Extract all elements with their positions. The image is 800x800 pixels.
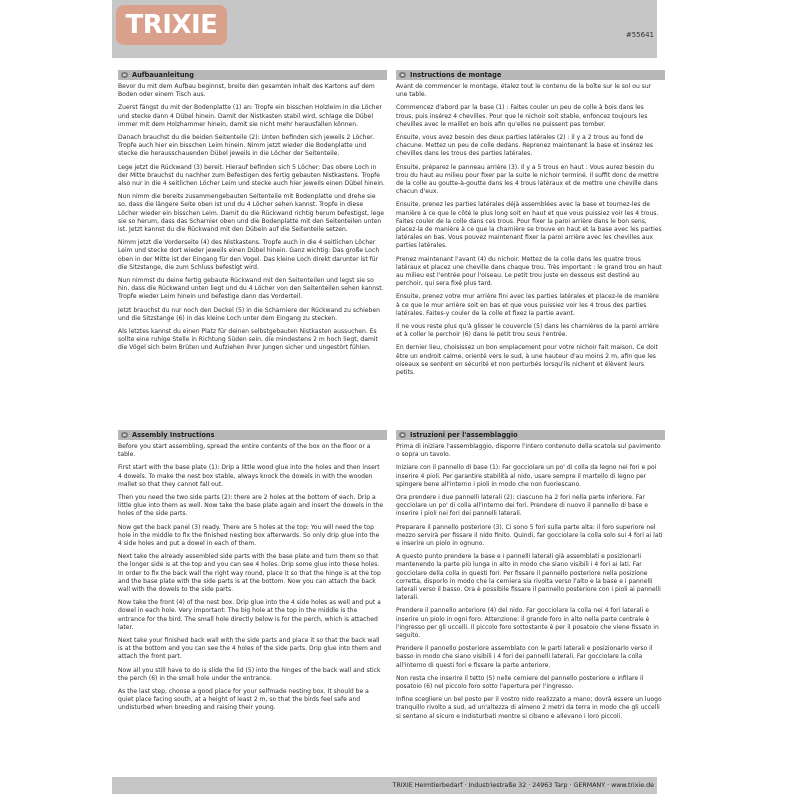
paragraph: Ensuite, préparez le panneau arrière (3). Il y a 5 trous en haut : Vous aurez besoin du trou du haut au milieu pour fixer par la suite le nichoir terminé. Il suffit donc de mettre de la colle au goutte-à-goutte dans les 4 trous latéraux et de mettre une cheville dans chacun d'eux.: [396, 163, 659, 196]
paragraph: Then you need the two side parts (2): there are 2 holes at the bottom of each. Drip a little glue into them as well. Now take the base plate again and insert the dowels in the holes of the side parts.: [118, 494, 384, 518]
paragraph: Now get the back panel (3) ready. There are 5 holes at the top: You will need the top hole in the middle to fix the finished nesting box afterwards. So only drip glue into the 4 side holes and put a dowel in each of them.: [118, 523, 380, 548]
paragraph: Preparare il pannello posteriore (3). Ci sono 5 fori sulla parte alta: il foro superiore nel mezzo servirà per fissare il nido finito. Quindi, far gocciolare la colla solo sui 4 fori ai lati e inserire un piolo in ognuno.: [396, 523, 663, 548]
section-german: [118, 70, 387, 358]
section-body: [396, 80, 665, 377]
paragraph: Avant de commencer le montage, étalez tout le contenu de la boîte sur le sol ou sur une table.: [396, 83, 652, 99]
trixie-logo: [116, 5, 227, 45]
paragraph: Next take the already assembled side parts with the base plate and turn them so that the longer side is at the top and you can see 4 holes. Drip some glue into these holes. In order to fix the back wall the right way round, place it so that the hinge is at the top and the base plate with the side parts is at the bottom. Now you can attach the back wall with the dowels to the side parts.: [118, 553, 381, 594]
paragraph: As the last step, choose a good place for your selfmade nesting box. It should be a quiet place facing south, at a height of least 2 m, so that the birds feel safe and undisturbed when breeding and raising their young.: [118, 688, 369, 712]
paragraph: Jetzt brauchst du nur noch den Deckel (5) in die Scharniere der Rückwand zu schieben und die Sitzstange (6) in das kleine Loch unter dem Eingang zu stecken.: [118, 306, 380, 322]
section-body: [118, 80, 387, 353]
paragraph: Prendere il pannello anteriore (4) del nido. Far gocciolare la colla nei 4 fori laterali e inserire un piolo in ogni foro. Attenzione: il grande foro in alto nella parte centrale è l'ingresso per gli uccelli. Il piccolo foro sottostante è per il posatoio che viene fissato in seguito.: [396, 607, 659, 640]
paragraph: Nun nimmst du deine fertig gebaute Rückwand mit den Seitenteilen und legst sie so hin, dass die Rückwand unten liegt und du 4 Löcher von den Seitenteilen sehen kannst. Tropfe wieder Leim hinein und befestige dann das Vorderteil.: [118, 277, 384, 301]
section-italian: [396, 430, 665, 726]
paragraph: Danach brauchst du die beiden Seitenteile (2): Unten befinden sich jeweils 2 Löcher. Tropfe auch hier ein bisschen Leim hinein. Nimm jetzt wieder die Bodenplatte und stecke die herausschauenden Dübel jeweils in die Löcher der Seitenteile.: [118, 134, 375, 158]
paragraph: Bevor du mit dem Aufbau beginnst, breite den gesamten Inhalt des Kartons auf dem Boden oder einem Tisch aus.: [118, 83, 375, 99]
paragraph: Now take the front (4) of the nest box. Drip glue into the 4 side holes as well and put a dowel in each hole. Very important: The big hole at the top in the middle is the entrance for the bird. The small hole directly below is for the perch, which is attached later.: [118, 599, 381, 631]
paragraph: Nimm jetzt die Vorderseite (4) des Nistkastens. Tropfe auch in die 4 seitlichen Löcher Leim und stecke dort wieder jeweils einen Dübel hinein. Ganz wichtig: Das große Loch oben in der Mitte ist der Eingang für den Vogel. Das kleine Loch direkt darunter ist für die Sitzstange, die zum Schluss befestigt wird.: [118, 239, 380, 271]
paragraph: Nun nimm die bereits zusammengebauten Seitenteile mit Bodenplatte und drehe sie so, dass die längere Seite oben ist und du 4 Löcher sehen kannst. Tropfe in diese Löcher wieder ein bisschen Leim. Damit du die Rückwand richtig herum befestigst, lege sie so herum, dass das Scharnier oben und die Bodenplatte mit den Seitenteilen unten ist. Jetzt kannst du die Rückwand mit den Dübeln auf die Seitenteile setzen.: [118, 193, 384, 234]
section-body: [396, 440, 665, 721]
paragraph: Iniziare con il pannello di base (1): Far gocciolare un po' di colla da legno nei fori e poi inserire 4 pioli. Per garantire stabilità al nido, usare sempre il martello di legno per spingere bene all'interno i pioli in modo che non fuoriescano.: [396, 464, 657, 488]
section-header-german: [118, 70, 387, 80]
section-english: [118, 430, 387, 718]
header-bar: [112, 0, 657, 58]
paragraph: Il ne vous reste plus qu'à glisser le couvercle (5) dans les charnières de la paroi arrière et à coller le perchoir (6) dans le petit trou sous l'entrée.: [396, 323, 659, 339]
section-title: Instructions de montage: [410, 71, 502, 79]
logo-text: TRIXIE: [125, 10, 218, 40]
paragraph: Ensuite, prenez les parties latérales déjà assemblées avec la base et tournez-les de manière à ce que le côté le plus long soit en haut et que vous puissiez voir les 4 trous. Faites couler de la colle dans ces trous. Pour fixer la paroi arrière dans le bon sens, placez-la de manière à ce que la charnière se trouve en haut et la base avec les parties latérales en bas. Vous pouvez maintenant fixer la paroi arrière avec les chevilles aux parties latérales.: [396, 201, 662, 250]
paragraph: A questo punto prendere la base e i pannelli laterali già assemblati e posizionarli mantenendo la parte più lunga in alto in modo che siano visibili i 4 fori ai lati. Far gocciolare della colla in questi fori. Per fissare il pannello posteriore nella posizione corretta, disporlo in modo che la cerniera sia rivolta verso l'alto e la base e i pannelli laterali verso il basso. Ora è possibile fissare il pannello posteriore con i pioli ai pannelli laterali.: [396, 553, 661, 602]
paragraph: Ensuite, prenez votre mur arrière fini avec les parties latérales et placez-le de manière à ce que le mur arrière soit en bas et que vous puissiez voir les 4 trous des parties latérales. Faites-y couler de la colle et fixez la partie avant.: [396, 293, 659, 317]
article-number: #55641: [625, 31, 654, 39]
paragraph: Infine scegliere un bel posto per il vostro nido realizzato a mano; dovrà essere un luogo tranquillo rivolto a sud, ad un'altezza di almeno 2 metri da terra in modo che gli uccelli si sentano al sicuro e indisturbati mentre si cibano e allevano i loro piccoli.: [396, 696, 662, 720]
section-title: Istruzioni per l'assemblaggio: [410, 431, 518, 439]
section-header-english: [118, 430, 387, 440]
paragraph: Prenez maintenant l'avant (4) du nichoir. Mettez de la colle dans les quatre trous latéraux et placez une cheville dans chaque trou. Très important : le grand trou en haut au milieu est l'entrée pour l'oiseau. Le petit trou juste en dessous est destiné au perchoir, qui sera fixé plus tard.: [396, 255, 662, 288]
paragraph: Als letztes kannst du einen Platz für deinen selbstgebauten Nistkasten aussuchen. Es sollte eine ruhige Stelle in Richtung Süden sein, die mindestens 2 m hoch liegt, damit die Vögel sich beim Brüten und Aufziehen ihrer Jungen sicher und ungestört fühlen.: [118, 328, 378, 352]
paragraph: Prima di iniziare l'assemblaggio, disporre l'intero contenuto della scatola sul pavimento o sopra un tavolo.: [396, 443, 661, 459]
paragraph: Next take your finished back wall with the side parts and place it so that the back wall is at the bottom and you can see the 4 holes of the side parts. Drip glue into them and attach the front part.: [118, 637, 382, 661]
paragraph: Ensuite, vous avez besoin des deux parties latérales (2) : il y a 2 trous au fond de chacune. Mettez un peu de colle dedans. Reprenez maintenant la base et insérez les chevilles dans les trous des parties latérales.: [396, 134, 654, 158]
section-title: Aufbauanleitung: [132, 71, 194, 79]
language-flag-icon: [399, 432, 406, 438]
footer-bar: [112, 777, 657, 794]
paragraph: Prendere il pannello posteriore assemblato con le parti laterali e posizionarlo verso il basso in modo che siano visibili i 4 fori dei pannelli laterali. Far gocciolare la colla all'interno di questi fori e fissare la parte anteriore.: [396, 645, 653, 669]
paragraph: Commencez d'abord par la base (1) : Faites couler un peu de colle à bois dans les trous, puis insérez 4 chevilles. Pour que le nichoir soit stable, enfoncez toujours les chevilles avec le maillet en bois afin qu'elles ne puissent pas tomber.: [396, 104, 648, 128]
language-flag-icon: [121, 72, 128, 78]
paragraph: Non resta che inserire il tetto (5) nelle cerniere del pannello posteriore e infilare il posatoio (6) nel piccolo foro sotto l'apertura per l'ingresso.: [396, 674, 644, 691]
paragraph: Before you start assembling, spread the entire contents of the box on the floor or a table.: [118, 443, 371, 459]
section-header-french: [396, 70, 665, 80]
footer-address: TRIXIE Heimtierbedarf · Industriestraße 32 · 24963 Tarp · GERMANY · www.trixie.de: [392, 782, 654, 789]
paragraph: Ora prendere i due pannelli laterali (2): ciascuno ha 2 fori nella parte inferiore. Far gocciolare un po' di colla all'interno dei fori. Prendere di nuovo il pannello di base e inserire i pioli nei fori dei pannelli laterali.: [396, 494, 648, 518]
paragraph: Now all you still have to do is slide the lid (5) into the hinges of the back wall and stick the perch (6) in the small hole under the entrance.: [118, 666, 381, 682]
paragraph: Zuerst fängst du mit der Bodenplatte (1) an: Tropfe ein bisschen Holzleim in die Löcher und stecke dann 4 Dübel hinein. Damit der Nistkasten stabil wird, schlage die Dübel immer mit dem Holzhammer hinein, damit sie nicht mehr herausfallen können.: [118, 104, 382, 128]
paragraph: First start with the base plate (1): Drip a little wood glue into the holes and then insert 4 dowels. To make the nest box stable, always knock the dowels in with the wooden mallet so that they cannot fall out.: [118, 464, 380, 488]
language-flag-icon: [121, 432, 128, 438]
section-french: [396, 70, 665, 382]
language-flag-icon: [399, 72, 406, 78]
section-title: Assembly Instructions: [132, 431, 215, 439]
paragraph: En dernier lieu, choisissez un bon emplacement pour votre nichoir fait maison. Ce doit être un endroit calme, orienté vers le sud, à une hauteur d'au moins 2 m, afin que les oiseaux se sentent en sécurité et non perturbés lorsqu'ils nichent et élèvent leurs petits.: [396, 344, 658, 377]
section-header-italian: [396, 430, 665, 440]
paragraph: Lege jetzt die Rückwand (3) bereit. Hierauf befinden sich 5 Löcher: Das obere Loch in der Mitte brauchst du nachher zum Befestigen des fertig gebauten Nistkastens. Tropfe also nur in die 4 seitlichen Löcher Leim und stecke auch hier jeweils einen Dübel hinein.: [118, 163, 385, 188]
section-body: [118, 440, 387, 713]
